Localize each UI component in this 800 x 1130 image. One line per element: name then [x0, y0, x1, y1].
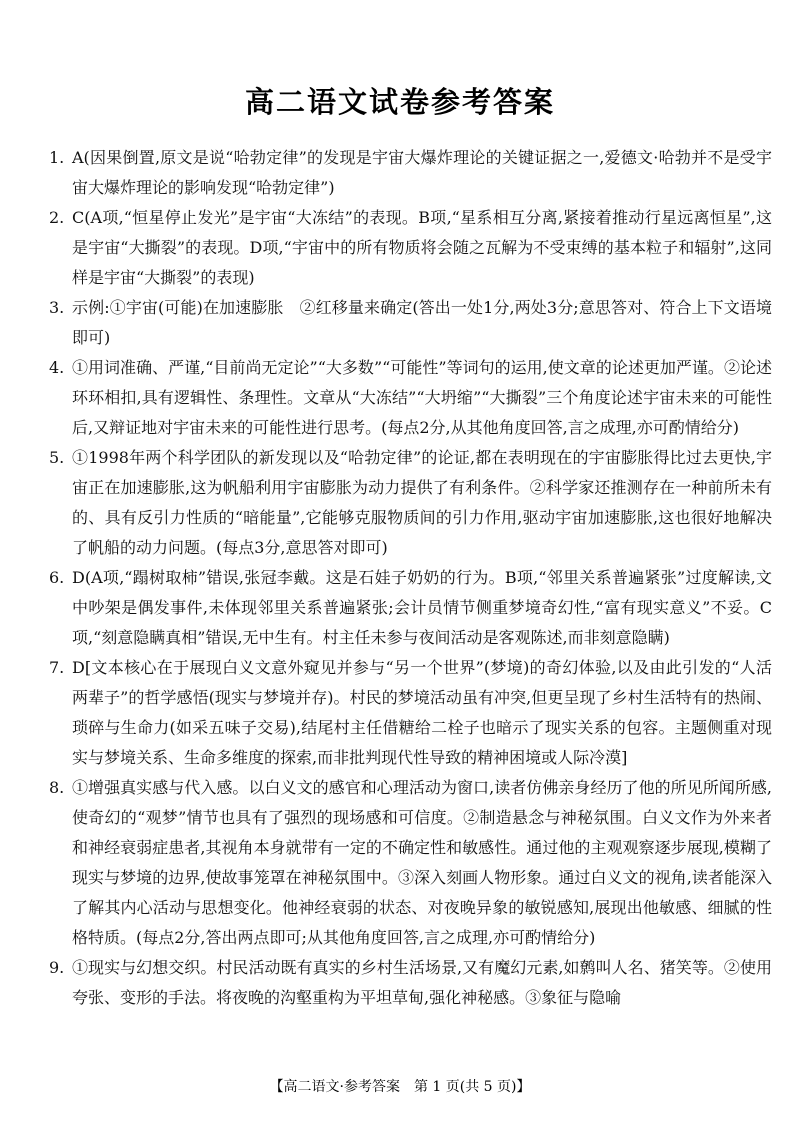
answer-item-4 — [49, 353, 772, 443]
answer-text: D(A项,“蹋树取柿”错误,张冠李戴。这是石娃子奶奶的行为。B项,“邻里关系普遍紧张”过度解读,文中吵架是偶发事件,未体现邻里关系普遍紧张;会计员情节侧重梦境奇幻性,“富有现实意义”不妥。C项,“刻意隐瞒真相”错误,无中生有。村主任未参与夜间活动是客观陈述,而非刻意隐瞒) — [72, 568, 772, 647]
answer-item-1 — [49, 143, 772, 203]
answer-text: ①增强真实感与代入感。以白义文的感官和心理活动为窗口,读者仿佛亲身经历了他的所见所闻所感,使奇幻的“观梦”情节也具有了强烈的现场感和可信度。②制造悬念与神秘氛围。白义文作为外来者和神经衰弱症患者,其视角本身就带有一定的不确定性和敏感性。通过他的主观观察逐步展现,模糊了现实与梦境的边界,使故事笼罩在神秘氛围中。③深入刻画人物形象。通过白义文的视角,读者能深入了解其内心活动与思想变化。他神经衰弱的状态、对夜晚异象的敏锐感知,展现出他敏感、细腻的性格特质。(每点2分,答出两点即可;从其他角度回答,言之成理,亦可酌情给分) — [72, 778, 772, 947]
answer-item-2 — [49, 203, 772, 293]
answer-item-3 — [49, 293, 772, 353]
answer-number: 9. — [49, 958, 65, 977]
answer-text: ①现实与幻想交织。村民活动既有真实的乡村生活场景,又有魔幻元素,如鹩叫人名、猪笑等。②使用夸张、变形的手法。将夜晚的沟壑重构为平坦草甸,强化神秘感。③象征与隐喻 — [72, 958, 772, 1007]
page-footer: 【高二语文·参考答案 第 1 页(共 5 页)】 — [269, 1079, 531, 1095]
answer-list — [0, 143, 800, 1013]
page-title: 高二语文试卷参考答案 — [244, 85, 555, 119]
answer-text: ①1998年两个科学团队的新发现以及“哈勃定律”的论证,都在表明现在的宇宙膨胀得比过去更快,宇宙正在加速膨胀,这为帆船利用宇宙膨胀为动力提供了有利条件。②科学家还推测存在一种前所未有的、具有反引力性质的“暗能量”,它能够克服物质间的引力作用,驱动宇宙加速膨胀,这也很好地解决了帆船的动力问题。(每点3分,意思答对即可) — [72, 448, 772, 557]
answer-number: 7. — [49, 658, 65, 677]
answer-number: 1. — [49, 148, 65, 167]
answer-number: 5. — [49, 448, 65, 467]
answer-number: 6. — [49, 568, 65, 587]
answer-text: C(A项,“恒星停止发光”是宇宙“大冻结”的表现。B项,“星系相互分离,紧接着推动行星远离恒星”,这是宇宙“大撕裂”的表现。D项,“宇宙中的所有物质将会随之瓦解为不受束缚的基本粒子和辐射”,这同样是宇宙“大撕裂”的表现) — [72, 208, 772, 287]
answer-text: D[文本核心在于展现白义文意外窥见并参与“另一个世界”(梦境)的奇幻体验,以及由此引发的“人活两辈子”的哲学感悟(现实与梦境并存)。村民的梦境活动虽有冲突,但更呈现了乡村生活特有的热闹、琐碎与生命力(如采五味子交易),结尾村主任借糖给二栓子也暗示了现实关系的包容。主题侧重对现实与梦境关系、生命多维度的探索,而非批判现代性导致的精神困境或人际冷漠] — [72, 658, 772, 767]
answer-number: 2. — [49, 208, 65, 227]
answer-text: A(因果倒置,原文是说“哈勃定律”的发现是宇宙大爆炸理论的关键证据之一,爱德文·哈勃并不是受宇宙大爆炸理论的影响发现“哈勃定律”) — [72, 148, 772, 197]
answer-item-5 — [49, 443, 772, 563]
answer-item-8 — [49, 773, 772, 953]
answer-number: 3. — [49, 298, 65, 317]
answer-item-6 — [49, 563, 772, 653]
answer-number: 8. — [49, 778, 65, 797]
answer-item-7 — [49, 653, 772, 773]
answer-text: ①用词准确、严谨,“目前尚无定论”“大多数”“可能性”等词句的运用,使文章的论述更加严谨。②论述环环相扣,具有逻辑性、条理性。文章从“大冻结”“大坍缩”“大撕裂”三个角度论述宇宙未来的可能性后,又辩证地对宇宙未来的可能性进行思考。(每点2分,从其他角度回答,言之成理,亦可酌情给分) — [72, 358, 772, 437]
answer-number: 4. — [49, 358, 65, 377]
answer-text: 示例:①宇宙(可能)在加速膨胀 ②红移量来确定(答出一处1分,两处3分;意思答对、符合上下文语境即可) — [72, 298, 772, 347]
answer-item-9 — [49, 953, 772, 1013]
